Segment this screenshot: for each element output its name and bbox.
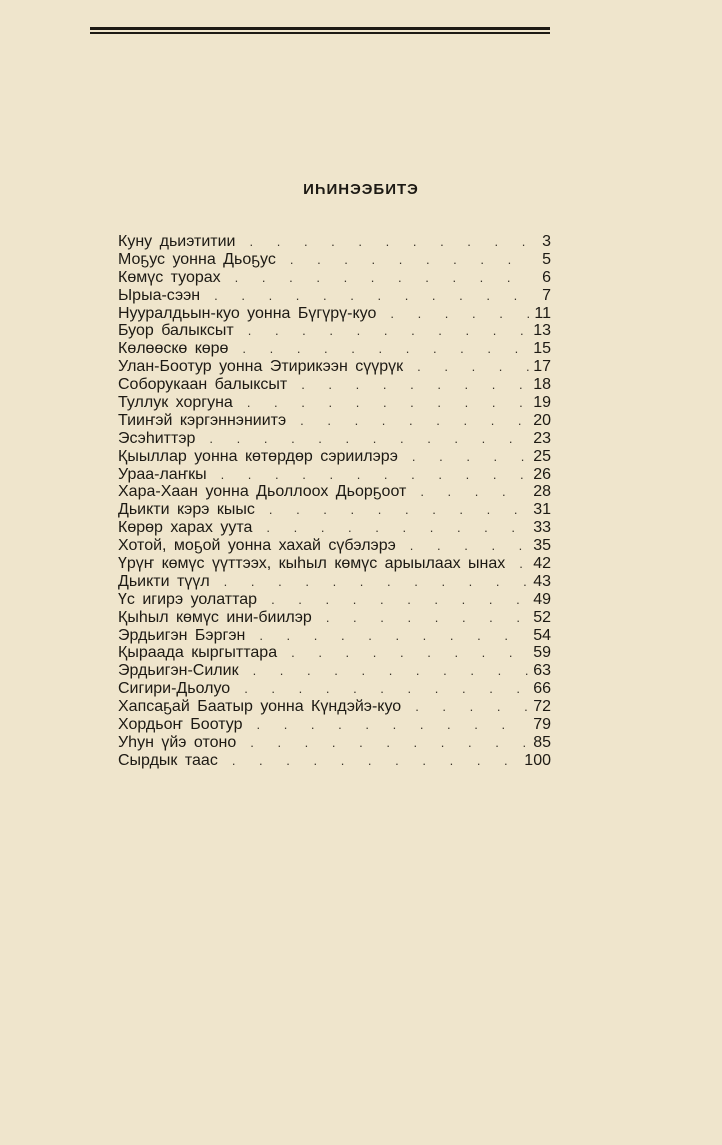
toc-entry-page: 6: [542, 268, 551, 286]
toc-entry: [118, 430, 551, 448]
toc-entry-page: 31: [533, 501, 551, 519]
toc-entry-page: 42: [533, 555, 551, 573]
toc-entry-title: Дьикти түүл: [118, 572, 210, 590]
toc-entry: [118, 251, 551, 269]
top-rule-thin: [90, 32, 550, 34]
toc-entry-page: 11: [534, 304, 551, 322]
toc-entry-title: Улан-Боотур уонна Этирикээн сүүрүк: [118, 358, 404, 376]
dot-leader: [247, 394, 529, 412]
toc-entry-title: Моҕус уонна Дьоҕус: [118, 250, 276, 268]
toc-entry-page: 5: [542, 250, 551, 268]
toc-entry: [118, 609, 551, 627]
toc-entry-page: 63: [533, 662, 551, 680]
toc-entry-title: Тииҥэй кэргэннэниитэ: [118, 411, 287, 429]
toc-entry: [118, 376, 551, 394]
dot-leader: [224, 573, 530, 591]
toc-entry-page: 35: [533, 537, 551, 555]
toc-entry-page: 52: [533, 608, 551, 626]
toc-entry-title: Қыһыл көмүс ини-биилэр: [118, 608, 312, 626]
dot-leader: [232, 752, 520, 770]
toc-entry: [118, 591, 551, 609]
toc-entry: [118, 287, 551, 305]
toc-entry-page: 7: [542, 286, 551, 304]
dot-leader: [415, 698, 529, 716]
toc-entry: [118, 358, 551, 376]
toc-entry-page: 17: [533, 358, 551, 376]
toc-entry-page: 54: [533, 626, 551, 644]
toc-entry: [118, 698, 551, 716]
toc-entry-title: Соборукаан балыксыт: [118, 376, 288, 394]
toc-entry: [118, 537, 551, 555]
toc-entry: [118, 519, 551, 537]
toc-entry-title: Көрөр харах уута: [118, 519, 253, 537]
dot-leader: [209, 430, 529, 448]
dot-leader: [290, 251, 535, 269]
toc-entry-title: Буор балыксыт: [118, 322, 234, 340]
toc-entry: [118, 573, 551, 591]
dot-leader: [221, 466, 530, 484]
toc-entry: [118, 644, 551, 662]
dot-leader: [301, 376, 529, 394]
toc-entry-title: Эрдьигэн Бэргэн: [118, 626, 246, 644]
toc-entry-title: Эсэһиттэр: [118, 429, 196, 447]
toc-entry-title: Қыыллар уонна көтөрдөр сэриилэрэ: [118, 447, 398, 465]
toc-entry-title: Сигири-Дьолуо: [118, 680, 231, 698]
toc-entry-title: Қыраада кыргыттара: [118, 644, 278, 662]
toc-entry-page: 19: [533, 394, 551, 412]
toc-entry-title: Көмүс туорах: [118, 268, 221, 286]
toc-entry-page: 26: [533, 465, 551, 483]
toc-entry: [118, 340, 551, 358]
toc-entry-page: 23: [533, 429, 551, 447]
toc-entry-title: Нууралдьын-куо уонна Бүгүрү-куо: [118, 304, 377, 322]
toc-entry-page: 79: [533, 716, 551, 734]
toc-entry: [118, 501, 551, 519]
toc-entry-title: Дьикти кэрэ кыыс: [118, 501, 255, 519]
toc-entry-page: 100: [524, 751, 551, 769]
toc-entry: [118, 555, 551, 573]
dot-leader: [417, 358, 529, 376]
toc-entry-page: 49: [533, 590, 551, 608]
toc-entry: [118, 734, 551, 752]
toc-entry-title: Уһун үйэ отоно: [118, 733, 237, 751]
dot-leader: [253, 662, 530, 680]
toc-entry-page: 72: [533, 698, 551, 716]
toc-entry: [118, 448, 551, 466]
top-rule-thick: [90, 27, 550, 30]
toc-entry: [118, 627, 551, 645]
toc-entry-title: Хордьоҥ Боотур: [118, 716, 243, 734]
dot-leader: [300, 412, 529, 430]
dot-leader: [326, 609, 529, 627]
toc-entry-title: Туллук хоргуна: [118, 394, 233, 412]
toc-entry: [118, 269, 551, 287]
toc-entry-page: 43: [533, 572, 551, 590]
toc-entry-title: Эрдьигэн-Силик: [118, 662, 239, 680]
dot-leader: [420, 483, 529, 501]
toc-entry-page: 28: [533, 483, 551, 501]
toc-entry-page: 13: [533, 322, 551, 340]
toc-entry-title: Хара-Хаан уонна Дьоллоох Дьорҕоот: [118, 483, 407, 501]
dot-leader: [291, 644, 529, 662]
toc-entry-page: 66: [533, 680, 551, 698]
dot-leader: [269, 501, 529, 519]
toc-entry-page: 20: [533, 411, 551, 429]
toc-entry-title: Хотой, моҕой уонна хахай сүбэлэрэ: [118, 537, 396, 555]
toc-entry-title: Көлөөскө көрө: [118, 340, 229, 358]
toc-entry: [118, 322, 551, 340]
toc-entry-title: Ырыа-сээн: [118, 286, 201, 304]
dot-leader: [412, 448, 529, 466]
dot-leader: [250, 233, 536, 251]
dot-leader: [390, 305, 530, 323]
toc-entry: [118, 662, 551, 680]
dot-leader: [235, 269, 535, 287]
toc-entry: [118, 305, 551, 323]
dot-leader: [271, 591, 529, 609]
table-of-contents: [118, 233, 551, 770]
toc-entry-title: Куну дьиэтитии: [118, 233, 236, 250]
dot-leader: [256, 716, 529, 734]
toc-entry-title: Ураа-лаҥкы: [118, 465, 207, 483]
toc-entry-title: Үс игирэ уолаттар: [118, 590, 258, 608]
toc-entry-page: 33: [533, 519, 551, 537]
toc-entry-page: 15: [533, 340, 551, 358]
dot-leader: [214, 287, 535, 305]
toc-entry: [118, 752, 551, 770]
toc-entry-page: 3: [542, 233, 551, 250]
toc-entry-page: 25: [533, 447, 551, 465]
toc-entry: [118, 466, 551, 484]
dot-leader: [248, 322, 529, 340]
toc-entry: [118, 394, 551, 412]
toc-entry-title: Хапсаҕай Баатыр уонна Күндэйэ-куо: [118, 698, 402, 716]
toc-entry-title: Үрүҥ көмүс үүттээх, кыһыл көмүс арыылаах ынах: [118, 555, 506, 573]
dot-leader: [266, 519, 529, 537]
dot-leader: [250, 734, 529, 752]
toc-entry: [118, 483, 551, 501]
toc-entry-page: 59: [533, 644, 551, 662]
toc-entry: [118, 412, 551, 430]
toc-entry-title: Сырдык таас: [118, 751, 218, 769]
dot-leader: [259, 627, 529, 645]
toc-entry: [118, 233, 551, 251]
toc-entry: [118, 716, 551, 734]
toc-entry-page: 18: [533, 376, 551, 394]
dot-leader: [244, 680, 529, 698]
page-title: ИҺИНЭЭБИТЭ: [303, 181, 419, 198]
dot-leader: [242, 340, 529, 358]
toc-entry: [118, 680, 551, 698]
dot-leader: [519, 555, 529, 573]
toc-entry-page: 85: [533, 733, 551, 751]
dot-leader: [410, 537, 529, 555]
